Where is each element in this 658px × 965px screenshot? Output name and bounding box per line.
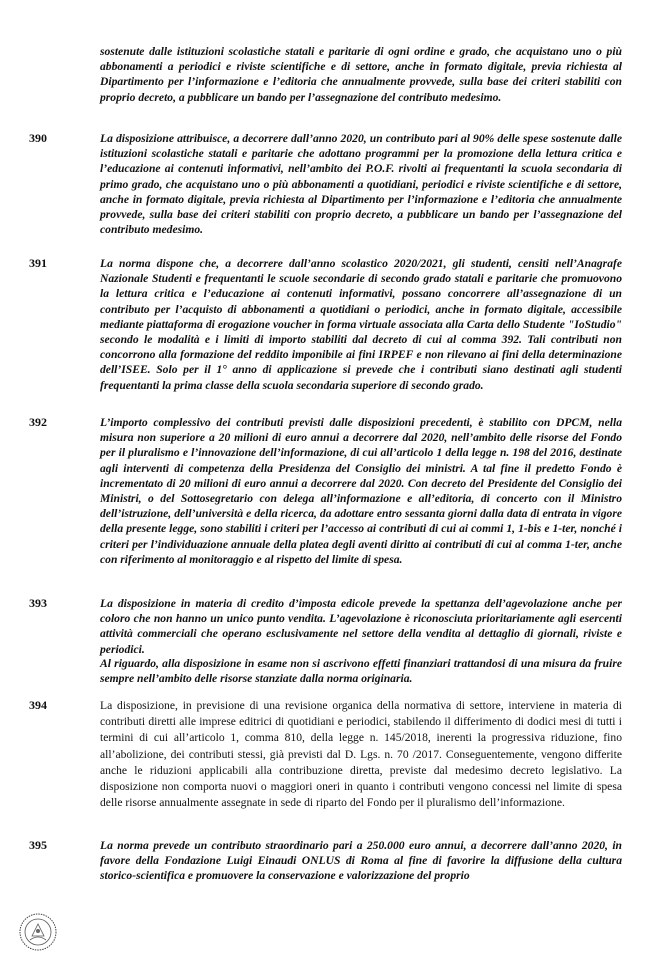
paragraph-393-note: Al riguardo, alla disposizione in esame non si ascrivono effetti finanziari trattandosi di una misura da fruire sempre nell’ambito delle risorse stanziate dalla norma originaria. (100, 657, 622, 686)
paragraph-number-392: 392 (29, 415, 47, 429)
paragraph-395: La norma prevede un contributo straordinario pari a 250.000 euro annui, a decorrere dall’anno 2020, in favore della Fondazione Luigi Einaudi ONLUS di Roma al fine di favorire la diffusione della cultura storico-scientifica e promuovere la conservazione e valorizzazione del proprio (100, 839, 622, 883)
paragraph-393: La disposizione in materia di credito d’imposta edicole prevede la spettanza dell’agevolazione anche per coloro che non hanno un unico punto vendita. L’agevolazione è riconosciuta prioritariamente agli esercenti attività commerciali che operano esclusivamente nel settore della vendita al dettaglio di giornali, riviste e periodici. (100, 597, 622, 656)
paragraph-391: La norma dispone che, a decorrere dall’anno scolastico 2020/2021, gli studenti, censiti nell’Anagrafe Nazionale Studenti e frequentanti le scuole secondarie di secondo grado statali e paritarie che promuovono la lettura critica e l’educazione ai contenuti informativi, possano concorrere all’assegnazione di un contributo per l’acquisto di abbonamenti a quotidiani o periodici, anche in formato digitale, accessibile mediante piattaforma di erogazione voucher in forma virtuale associata alla Carta dello Studente "IoStudio" secondo le modalità e i limiti di importo stabiliti dal decreto di cui al comma 392. Tali contributi non concorrono alla formazione del reddito imponibile ai fini IRPEF e non rilevano ai fini della determinazione dell’ISEE. Solo per il 1° anno di applicazione si prevede che i contributi siano destinati agli studenti frequentanti la prima classe della scuola secondaria superiore di secondo grado. (100, 257, 622, 392)
paragraph-394: La disposizione, in previsione di una revisione organica della normativa di settore, interviene in materia di contributi diretti alle imprese editrici di quotidiani e periodici, stabilendo il differimento di dodici mesi di tutti i termini di cui all’articolo 1, comma 810, della legge n. 145/2018, inerenti la progressiva riduzione, fino all’abolizione, dei contributi stessi, già previsti dal D. Lgs. n. 70 /2017. Conseguentemente, vengono differite anche le riduzioni applicabili alla contribuzione diretta, previste dal medesimo decreto legislativo. La disposizione non comporta nuovi o maggiori oneri in quanto i contributi vengono concessi nel limite di spesa delle risorse annualmente assegnate in sede di riparto del Fondo per il pluralismo dell’informazione. (100, 699, 622, 810)
paragraph-number-393: 393 (29, 596, 47, 610)
paragraph-392: L’importo complessivo dei contributi previsti dalle disposizioni precedenti, è stabilito con DPCM, nella misura non superiore a 20 milioni di euro annui a decorrere dal 2020, nell’ambito delle risorse del Fondo per il pluralismo e l’innovazione dell’informazione, di cui all’articolo 1 della legge n. 198 del 2016, destinate agli interventi di competenza della Presidenza del Consiglio dei ministri. A tal fine il predetto Fondo è incrementato di 20 milioni di euro annui a decorrere dal 2020. Con decreto del Presidente del Consiglio dei Ministri, o del Sottosegretario con delega all’informazione e all’editoria, di concerto con il Ministro dell’istruzione, dell’università e della ricerca, da adottare entro sessanta giorni dalla data di entrata in vigore della presente legge, sono stabiliti i criteri per l’accesso ai contributi di cui ai commi 1, 1-bis e 1-ter, nonché i criteri per l’individuazione annuale della platea degli aventi diritto ai contributi di cui al comma 1-ter, anche con riferimento al monitoraggio e al rispetto del limite di spesa. (100, 416, 622, 566)
paragraph-number-395: 395 (29, 838, 47, 852)
paragraph-number-391: 391 (29, 256, 47, 270)
paragraph-number-390: 390 (29, 131, 47, 145)
paragraph-number-394: 394 (29, 698, 47, 712)
paragraph-continuation: sostenute dalle istituzioni scolastiche statali e paritarie di ogni ordine e grado, che acquistano uno o più abbonamenti a periodici e riviste scientifiche e di settore, anche in formato digitale, previa richiesta al Dipartimento per l’informazione e l’editoria che annualmente provvede, sulla base dei criteri stabiliti con proprio decreto, a pubblicare un bando per l’assegnazione del contributo medesimo. (100, 45, 622, 104)
official-seal-stamp (18, 912, 58, 952)
paragraph-390: La disposizione attribuisce, a decorrere dall’anno 2020, un contributo pari al 90% delle spese sostenute dalle istituzioni scolastiche statali e paritarie che adottano programmi per la promozione della lettura critica e l’educazione ai contenuti informativi, nell’ambito dei P.O.F. rivolti ai frequentanti la scuola secondaria di primo grado, che acquistano uno o più abbonamenti a quotidiani, periodici e riviste scientifiche e di settore, anche in formato digitale, previa richiesta al Dipartimento per l’informazione e l’editoria che annualmente provvede, sulla base dei criteri stabiliti con proprio decreto, a pubblicare un bando per l’assegnazione del contributo medesimo. (100, 132, 622, 237)
